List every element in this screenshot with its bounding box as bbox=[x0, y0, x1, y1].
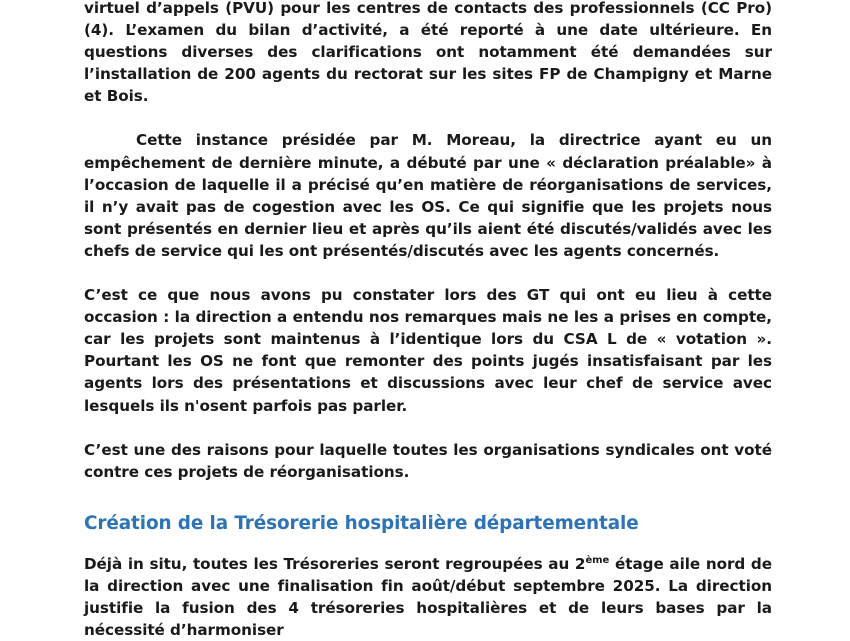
paragraph-1: virtuel d’appels (PVU) pour les centres de contacts des professionnels (CC Pro) (4). L’examen du bilan d’activité, a été reporté à une date ultérieure. En questions diverses des clarifications ont notamment été demandées sur l’installation de 200 agents du rectorat sur les sites FP de Champigny et Marne et Bois. bbox=[84, 0, 772, 106]
closing-paragraph bbox=[84, 553, 772, 641]
closing-paragraph-part2: étage aile nord de la direction avec une finalisation fin août/début septembre 2025. La direction justifie la fusion des 4 trésoreries hospitalières et de leurs bases par la nécessité d’harmoniser bbox=[84, 554, 773, 640]
section-heading: Création de la Trésorerie hospitalière départementale bbox=[84, 512, 639, 534]
paragraph-2: Cette instance présidée par M. Moreau, la directrice ayant eu un empêchement de dernière minute, a débuté par une « déclaration préalable» à l’occasion de laquelle il a précisé qu’en matière de réorganisations de services, il n’y avait pas de cogestion avec les OS. Ce qui signifie que les projets nous sont présentés en dernier lieu et après qu’ils aient été discutés/validés avec les chefs de service qui les ont présentés/discutés avec les agents concernés. bbox=[84, 131, 772, 260]
ordinal-superscript: ème bbox=[585, 554, 610, 566]
paragraph-4: C’est une des raisons pour laquelle toutes les organisations syndicales ont voté contre ces projets de réorganisations. bbox=[84, 440, 772, 481]
body-content bbox=[84, 0, 772, 641]
paragraph-3: C’est ce que nous avons pu constater lors des GT qui ont eu lieu à cette occasion : la direction a entendu nos remarques mais ne les a prises en compte, car les projets sont maintenus à l’identique lors du CSA L de « votation ». Pourtant les OS ne font que remonter des points jugés insatisfaisant par les agents lors des présentations et discussions avec leur chef de service avec lesquels ils n'osent parfois pas parler. bbox=[84, 286, 772, 415]
closing-paragraph-part1: Déjà in situ, toutes les Trésoreries seront regroupées au 2 bbox=[84, 554, 586, 573]
